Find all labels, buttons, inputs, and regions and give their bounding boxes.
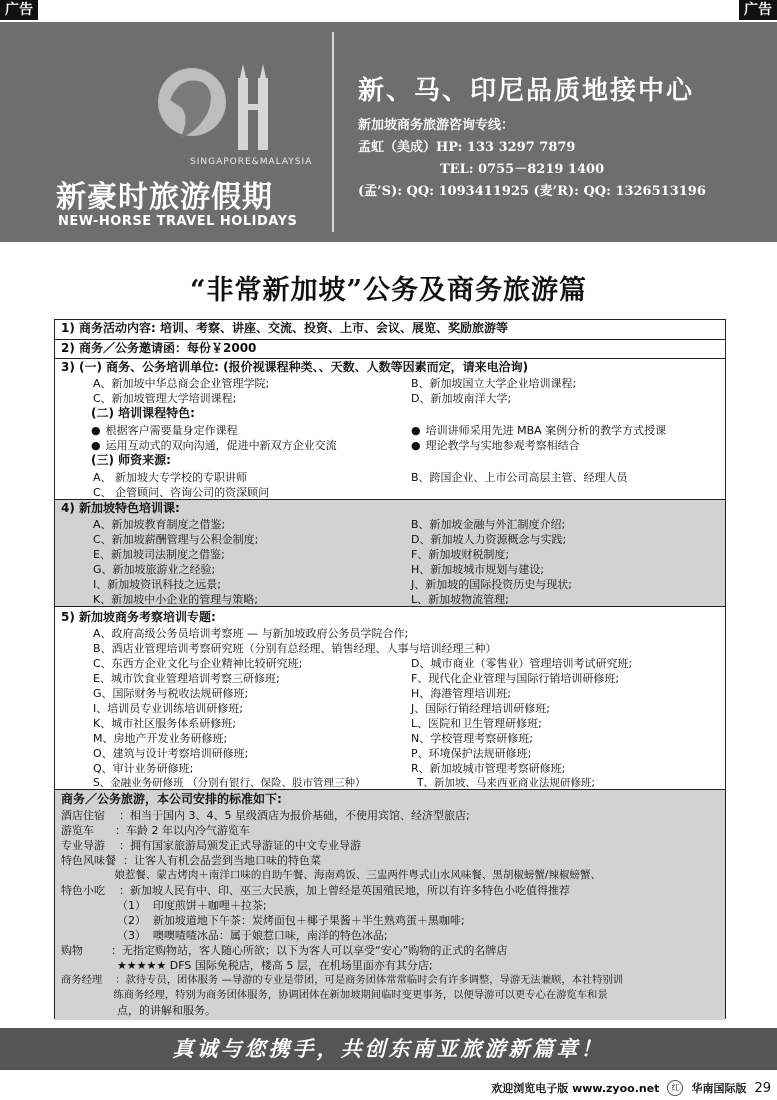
page-number: 29 — [754, 1080, 771, 1096]
list-item: ● 理论教学与实地参观考察相结合 — [411, 438, 580, 453]
ad-banner — [0, 22, 777, 242]
standard-line: 游览车 ：车龄 2 年以内冷气游览车 — [61, 824, 250, 837]
list-item: F、现代化企业管理与国际行销培训研修班; — [411, 672, 620, 685]
list-item: B、酒店业管理培训考察研究班（分别有总经理、销售经理、人事与培训经理三种） — [93, 642, 497, 655]
slogan-band: 真诚与您携手，共创东南亚旅游新篇章！ — [0, 1028, 777, 1070]
list-item: O、建筑与设计考察培训研修班; — [93, 747, 249, 760]
list-item: A、新加坡中华总商会企业管理学院; — [93, 377, 270, 390]
standard-line: （3） 噢噢喳喳冰品：属于娘惹口味，南洋的特色冰品; — [61, 929, 388, 942]
list-item: G、国际财务与税收法规研修班; — [93, 687, 249, 700]
list-item: B、新加坡国立大学企业培训课程; — [411, 377, 577, 390]
standard-line: ★★★★★ DFS 国际免税店，楼高 5 层，在机场里面亦有其分店; — [61, 959, 433, 972]
ad-tag-left: 广告 — [0, 0, 38, 20]
section-1 — [55, 320, 725, 339]
standard-line: 商务经理 ：款待专员，团体服务 —导游的专业是带团，可是商务团体常常临时会有许多调整，导游无法兼顾，本社特别训 — [61, 974, 624, 986]
list-item: D、城市商业（零售业）管理培训考试研究班; — [411, 657, 633, 670]
logo-subtitle: SINGAPORE&MALAYSIA — [190, 157, 313, 167]
list-item: H、海港管理培训班; — [411, 687, 511, 700]
list-item: I、培训员专业训练培训研修班; — [93, 702, 243, 715]
list-item: R、新加坡城市管理考察研修班; — [411, 762, 566, 775]
list-item: G、新加坡旅游业之经验; — [93, 563, 216, 576]
list-item: K、新加坡中小企业的管理与策略; — [93, 593, 258, 606]
list-item: ● 培训讲师采用先进 MBA 案例分析的教学方式授课 — [411, 423, 666, 438]
hotline-label: 新加坡商务旅游咨询专线： — [358, 118, 515, 133]
list-item: C、 企管顾问、咨询公司的资深顾问 — [93, 486, 270, 499]
list-item: K、城市社区服务体系研修班; — [93, 717, 236, 730]
standard-line: 练商务经理，特别为商务团体服务，协调团体在新加坡期间临时变更事务，以便导游可以更专心在游览车和景 — [61, 989, 608, 1001]
list-item: ● 运用互动式的双向沟通，促进中新双方企业交流 — [91, 438, 337, 453]
section-3 — [55, 358, 725, 499]
standard-line: （2） 新加坡道地下午茶：炭烤面包＋椰子果酱＋半生熟鸡蛋＋黑咖啡; — [61, 914, 465, 927]
standard-line: 娘惹餐、蒙古烤肉＋南洋口味的自助午餐、海南鸡饭、三盅两件粤式山水风味餐、黑胡椒螃蟹/辣椒螃蟹、 — [61, 869, 601, 881]
list-item: L、医院和卫生管理研修班; — [411, 717, 542, 730]
list-item: E、新加坡司法制度之借鉴; — [93, 548, 225, 561]
list-item: F、新加坡财税制度; — [411, 548, 510, 561]
section-2 — [55, 339, 725, 358]
logo-english-name: NEW-HORSE TRAVEL HOLIDAYS — [58, 214, 298, 229]
hotline-qq: (孟’S): QQ: 1093411925 (麦’R): QQ: 1326513196 — [358, 184, 706, 199]
list-item: L、新加坡物流管理; — [411, 593, 509, 606]
list-item: P、环境保护法规研修班; — [411, 747, 532, 760]
merlion-towers-logo-icon — [150, 60, 290, 155]
footer-mark-icon: 红 — [667, 1080, 683, 1096]
subsection-heading: (三) 师资来源: — [91, 453, 171, 467]
list-item: D、新加坡南洋大学; — [411, 392, 512, 405]
list-item: M、房地产开发业务研修班; — [93, 732, 228, 745]
page-title: “非常新加坡”公务及商务旅游篇 — [189, 275, 588, 306]
section-2-text: 2) 商务／公务邀请函：每份￥2000 — [61, 341, 257, 355]
section-4-heading: 4) 新加坡特色培训课: — [61, 501, 180, 515]
section-1-text: 1) 商务活动内容: 培训、考察、讲座、交流、投资、上市、会议、展览、奖励旅游等 — [61, 321, 508, 335]
banner-title: 新、马、印尼品质地接中心 — [358, 76, 695, 106]
list-item: B、跨国企业、上市公司高层主管、经理人员 — [411, 471, 628, 484]
content-table — [54, 319, 726, 1019]
list-item: I、新加坡资讯科技之远景; — [93, 578, 221, 591]
list-item: Q、审计业务研修班; — [93, 762, 194, 775]
list-item: J、国际行销经理培训研修班; — [411, 702, 550, 715]
hotline-tel: TEL: 0755－8219 1400 — [440, 162, 605, 177]
list-item: A、新加坡教育制度之借鉴; — [93, 518, 226, 531]
ad-tag-right: 广告 — [739, 0, 777, 20]
list-item: C、新加坡薪酬管理与公积金制度; — [93, 533, 259, 546]
logo — [30, 32, 313, 232]
list-item: J、新加坡的国际投资历史与现状; — [411, 578, 572, 591]
list-item: T、新加坡、马来西亚商业法规研修班; — [417, 777, 595, 789]
list-item: N、学校管理考察研修班; — [411, 732, 533, 745]
section-3-heading: 3) (一) 商务、公务培训单位: (报价视课程种类、、天数、人数等因素而定，请来电洽询) — [61, 360, 529, 374]
standard-line: 专业导游 ：拥有国家旅游局颁发正式导游证的中文专业导游 — [61, 839, 361, 852]
logo-chinese-name: 新豪时旅游假期 — [56, 180, 273, 215]
list-item: B、新加坡金融与外汇制度介绍; — [411, 518, 566, 531]
list-item: D、新加坡人力资源概念与实践; — [411, 533, 567, 546]
section-4 — [55, 499, 725, 606]
list-item: ● 根据客户需要量身定作课程 — [91, 423, 238, 438]
standard-line: 点，的讲解和服务。 — [61, 1004, 216, 1017]
standard-line: 购物 ：无指定购物站，客人随心所欲；以下为客人可以享受“安心”购物的正式的名牌店 — [61, 944, 508, 957]
footer-brand: 华南国际版 — [691, 1082, 747, 1095]
section-6 — [55, 789, 725, 1020]
hotline-hp: 孟虹（美成）HP: 133 3297 7879 — [358, 140, 576, 155]
list-item: C、东西方企业文化与企业精神比较研究班; — [93, 657, 303, 670]
list-item: C、新加坡管理大学培训课程; — [93, 392, 237, 405]
standard-line: 特色风味餐 ：让客人有机会品尝到当地口味的特色菜 — [61, 854, 321, 867]
standard-line: 酒店住宿 ：相当于国内 3、4、5 星级酒店为报价基础，不使用宾馆、经济型旅店; — [61, 809, 470, 822]
section-5-heading: 5) 新加坡商务考察培训专题: — [61, 610, 216, 624]
page-footer — [491, 1080, 771, 1096]
section-6-heading: 商务／公务旅游，本公司安排的标准如下: — [61, 792, 282, 806]
list-item: S、金融业务研修班 （分别有银行、保险、股市管理三种） — [93, 777, 366, 789]
banner-divider — [332, 32, 334, 232]
list-item: A、政府高级公务员培训考察班 — 与新加坡政府公务员学院合作; — [93, 627, 409, 640]
standard-line: 特色小吃 ：新加坡人民有中、印、巫三大民族，加上曾经是英国殖民地，所以有许多特色小吃值得推荐 — [61, 884, 570, 897]
subsection-heading: (二) 培训课程特色: — [91, 406, 195, 420]
list-item: H、新加坡城市规划与建设; — [411, 563, 544, 576]
standard-line: （1） 印度煎饼＋咖哩＋拉茶; — [61, 899, 267, 912]
list-item: A、 新加坡大专学校的专职讲师 — [93, 471, 248, 484]
footer-website: 欢迎浏览电子版 www.zyoo.net — [491, 1082, 660, 1095]
list-item: E、城市饮食业管理培训考察三研修班; — [93, 672, 280, 685]
section-5 — [55, 606, 725, 789]
